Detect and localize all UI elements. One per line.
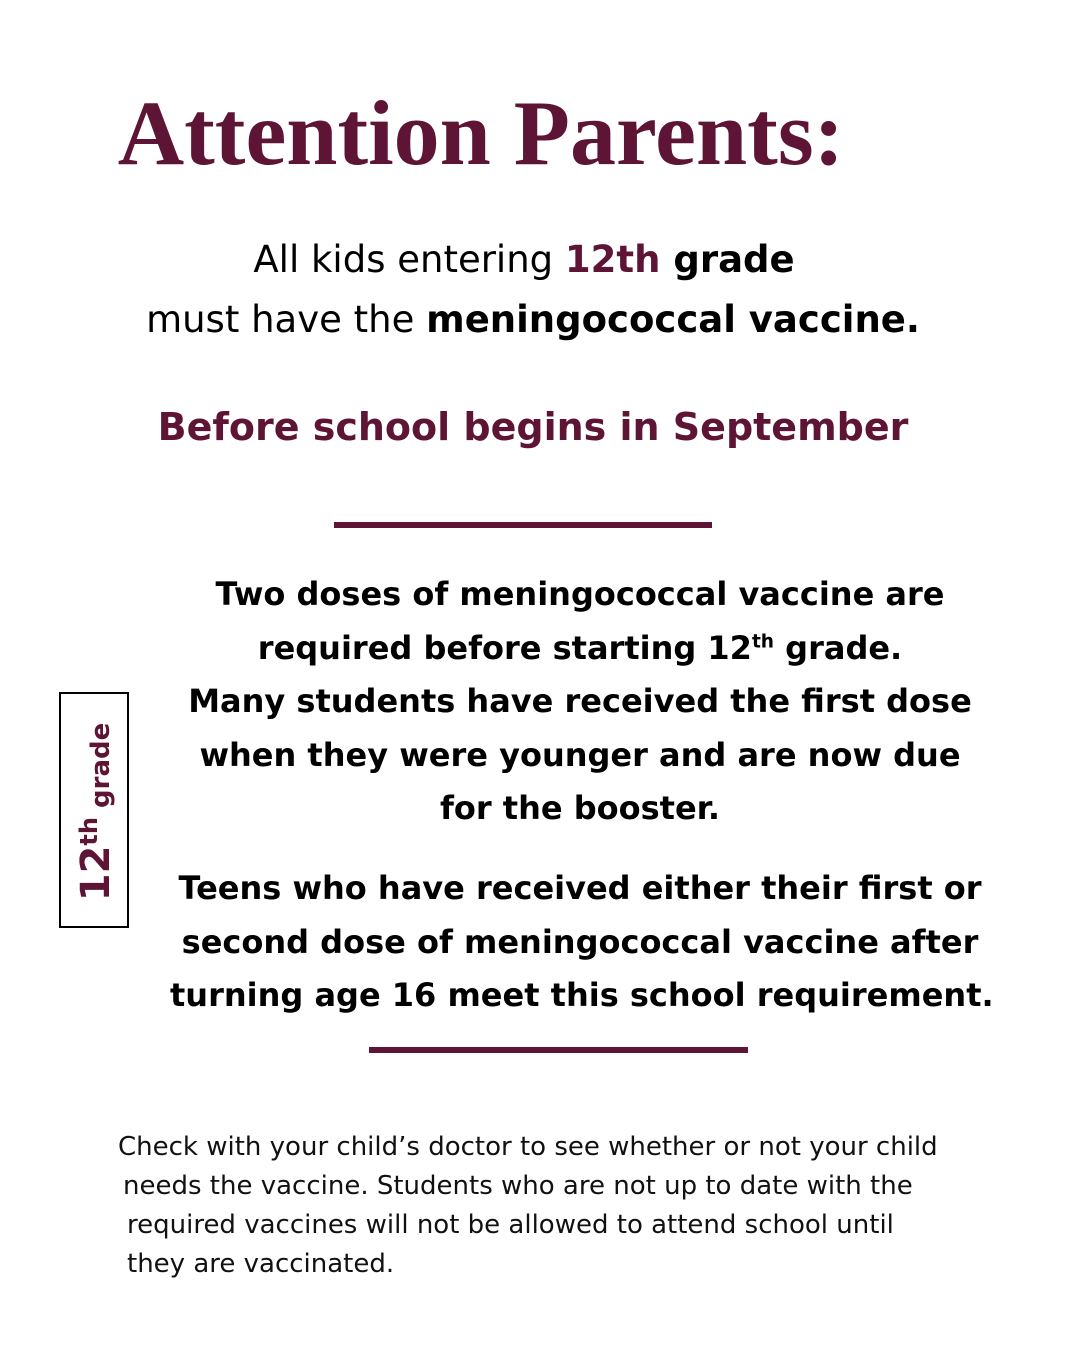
intro-statement: [0, 230, 1066, 350]
footer-line-2: needs the vaccine. Students who are not up to date with the: [123, 1171, 913, 1201]
grade-side-tab: [59, 692, 129, 928]
dose-line-3: Many students have received the first dose: [188, 682, 972, 720]
footer-line-1: Check with your child’s doctor to see whether or not your child: [118, 1132, 938, 1162]
age-line-3: turning age 16 meet this school requirement.: [170, 976, 994, 1014]
grade-highlight: 12th: [564, 238, 661, 281]
tab-word: grade: [86, 722, 116, 818]
bottom-divider: [369, 1047, 748, 1053]
dose-line-4: when they were younger and are now due: [199, 735, 961, 774]
intro-text-1: All kids entering: [253, 238, 565, 281]
page-title-text: Attention Parents:: [117, 82, 845, 184]
intro-line-2: [0, 290, 1066, 350]
dose-line-2-text: required before starting 12: [257, 628, 752, 667]
tab-suffix: th: [75, 817, 103, 846]
grade-word: grade: [660, 238, 795, 281]
age-requirement-paragraph: [170, 862, 994, 1023]
deadline-notice: Before school begins in September: [157, 405, 909, 449]
dose-line-2-end: grade.: [774, 628, 903, 667]
dose-line-2-sup: th: [751, 630, 775, 652]
age-line-2: second dose of meningococcal vaccine after: [181, 922, 979, 961]
top-divider: [334, 522, 712, 528]
footer-note: [118, 1128, 938, 1284]
grade-side-tab-label: [73, 722, 119, 902]
dose-requirement-paragraph: [170, 568, 990, 836]
dose-line-2: [170, 622, 990, 676]
age-line-1: Teens who have received either their first or: [178, 869, 982, 907]
dose-line-5: for the booster.: [439, 789, 721, 827]
vaccine-highlight: meningococcal vaccine.: [426, 298, 920, 341]
page-title: [0, 78, 1066, 188]
footer-line-4: they are vaccinated.: [127, 1249, 395, 1279]
dose-line-1: Two doses of meningococcal vaccine are: [215, 575, 945, 613]
tab-number: 12: [73, 845, 119, 902]
intro-line-1: [0, 230, 1057, 290]
intro-text-2: must have the: [146, 298, 427, 341]
footer-line-3: required vaccines will not be allowed to attend school until: [127, 1210, 894, 1240]
